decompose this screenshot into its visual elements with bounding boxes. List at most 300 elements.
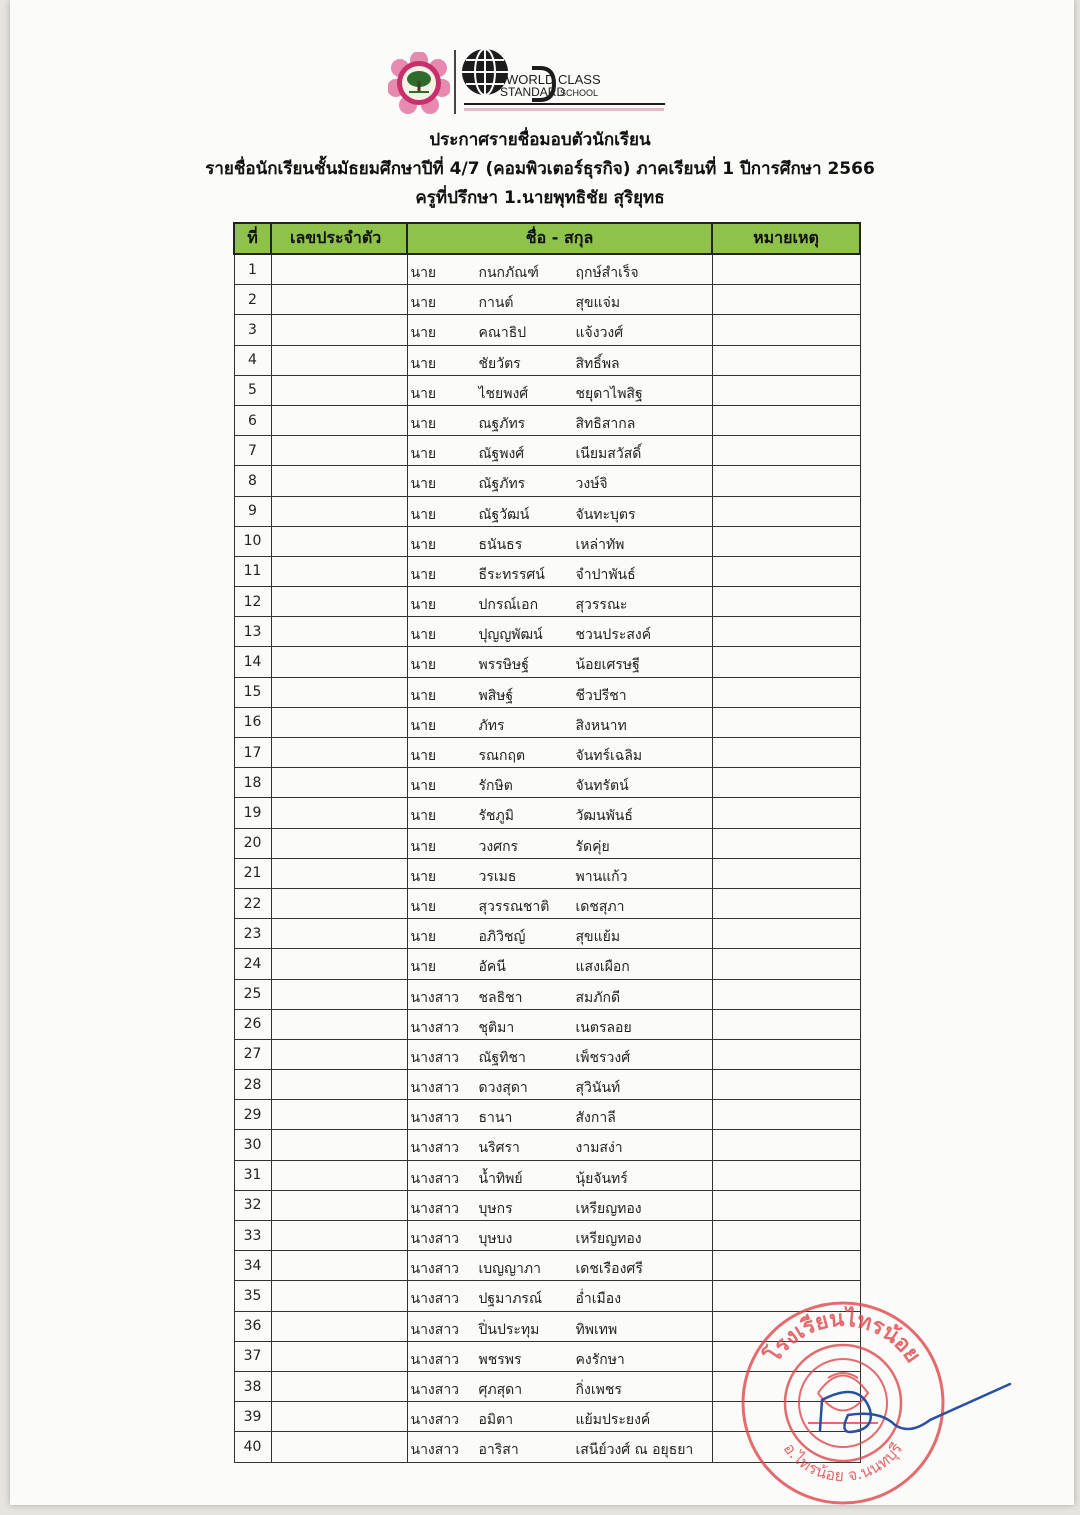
name-prefix: นาย	[410, 265, 437, 281]
row-number: 36	[234, 1311, 271, 1341]
row-number: 10	[234, 526, 271, 556]
table-row	[234, 1130, 860, 1160]
table-row	[234, 1190, 860, 1220]
name-prefix: นาย	[410, 325, 437, 342]
first-name: กานต์	[478, 295, 514, 312]
remarks-cell	[712, 1432, 860, 1462]
row-number: 12	[234, 587, 271, 617]
student-id-cell	[271, 858, 407, 888]
first-name: คณาธิป	[478, 325, 527, 342]
student-id-cell	[271, 1402, 407, 1432]
student-id-cell	[271, 496, 407, 526]
name-prefix: นาย	[410, 929, 437, 946]
table-row	[234, 1432, 860, 1462]
table-row	[234, 1039, 860, 1069]
student-name-cell	[407, 768, 712, 798]
remarks-cell	[712, 707, 860, 737]
student-name-cell	[407, 496, 712, 526]
remarks-cell	[712, 1070, 860, 1100]
student-id-cell	[271, 1341, 407, 1371]
student-name-cell	[407, 254, 712, 285]
last-name: เพ็ชรวงศ์	[575, 1049, 631, 1066]
last-name: จันทะบุตร	[575, 506, 636, 523]
name-prefix: นาย	[410, 566, 437, 583]
last-name: วัฒนพันธ์	[575, 808, 633, 825]
first-name: สุวรรณชาติ	[478, 898, 550, 915]
last-name: เดชสุภา	[575, 898, 625, 915]
advisor-line: ครูที่ปรึกษา 1.นายพุทธิชัย สุริยุทธ	[415, 188, 665, 208]
row-number: 4	[234, 345, 271, 375]
row-number: 7	[234, 436, 271, 466]
last-name: เดชเรืองศรี	[575, 1261, 643, 1278]
first-name: ณัฐพงศ์	[478, 446, 525, 463]
student-id-cell	[271, 828, 407, 858]
student-id-cell	[271, 617, 407, 647]
page-title: ประกาศรายชื่อมอบตัวนักเรียน	[429, 130, 651, 150]
student-id-cell	[271, 556, 407, 586]
logo-word-world: WORLD	[506, 72, 555, 87]
student-name-cell	[407, 949, 712, 979]
table-row	[234, 436, 860, 466]
row-number: 30	[234, 1130, 271, 1160]
table-row	[234, 1221, 860, 1251]
student-name-cell	[407, 858, 712, 888]
first-name: อัคนี	[478, 959, 506, 976]
row-number: 20	[234, 828, 271, 858]
remarks-cell	[712, 436, 860, 466]
student-id-cell	[271, 1311, 407, 1341]
name-prefix: นางสาว	[410, 1080, 460, 1097]
name-prefix: นางสาว	[410, 1110, 460, 1127]
name-prefix: นาย	[410, 476, 437, 493]
name-prefix: นาย	[410, 415, 437, 432]
student-name-cell	[407, 556, 712, 586]
remarks-cell	[712, 375, 860, 405]
name-prefix: นาย	[410, 778, 437, 795]
remarks-cell	[712, 617, 860, 647]
first-name: อมิตา	[478, 1412, 514, 1429]
student-name-cell	[407, 587, 712, 617]
first-name: ไชยพงศ์	[478, 385, 529, 402]
last-name: รัดคุ่ย	[575, 838, 610, 855]
last-name: ฤกษ์สำเร็จ	[575, 265, 639, 281]
remarks-cell	[712, 285, 860, 315]
student-name-cell	[407, 375, 712, 405]
student-name-cell	[407, 919, 712, 949]
first-name: วรเมธ	[478, 868, 517, 885]
first-name: ปฐมาภรณ์	[478, 1291, 542, 1308]
stamp-bottom-text: อ.ไทรน้อย จ.นนทบุรี	[779, 1439, 907, 1486]
name-prefix: นาย	[410, 868, 437, 885]
last-name: น้อยเศรษฐี	[575, 657, 640, 674]
last-name: แสงเผือก	[575, 959, 630, 976]
first-name: กนกภัณฑ์	[478, 265, 539, 281]
student-name-cell	[407, 888, 712, 918]
first-name: รักษิต	[478, 778, 513, 795]
student-name-cell	[407, 1039, 712, 1069]
name-prefix: นางสาว	[410, 1049, 460, 1066]
name-prefix: นาย	[410, 898, 437, 915]
student-id-cell	[271, 1039, 407, 1069]
first-name: ชุติมา	[478, 1019, 515, 1036]
table-row	[234, 1281, 860, 1311]
student-id-cell	[271, 285, 407, 315]
first-name: อภิวิชญ์	[478, 929, 526, 946]
school-emblem-icon	[388, 52, 450, 114]
remarks-cell	[712, 1251, 860, 1281]
name-prefix: นาย	[410, 838, 437, 855]
student-id-cell	[271, 1251, 407, 1281]
last-name: สุวินันท์	[575, 1080, 621, 1097]
row-number: 1	[234, 254, 271, 285]
remarks-cell	[712, 526, 860, 556]
row-number: 16	[234, 707, 271, 737]
name-prefix: นางสาว	[410, 1412, 460, 1429]
last-name: นุ้ยจันทร์	[575, 1170, 628, 1187]
last-name: งามสง่า	[575, 1140, 623, 1157]
table-row	[234, 979, 860, 1009]
first-name: พสิษฐ์	[478, 687, 514, 704]
student-id-cell	[271, 587, 407, 617]
stamp-top-text: โรงเรียนไทรน้อย	[760, 1306, 926, 1368]
remarks-cell	[712, 1341, 860, 1371]
remarks-cell	[712, 1039, 860, 1069]
student-name-cell	[407, 466, 712, 496]
table-header-row	[234, 223, 860, 254]
column-header-full-name: ชื่อ - สกุล	[407, 223, 712, 254]
remarks-cell	[712, 1009, 860, 1039]
student-name-cell	[407, 1251, 712, 1281]
first-name: วงศกร	[478, 838, 519, 855]
student-id-cell	[271, 738, 407, 768]
last-name: เหล่าทัพ	[575, 536, 625, 553]
first-name: ธนันธร	[478, 536, 523, 553]
name-prefix: นาย	[410, 717, 437, 734]
row-number: 22	[234, 888, 271, 918]
name-prefix: นาย	[410, 808, 437, 825]
last-name: เนตรลอย	[575, 1019, 632, 1036]
row-number: 17	[234, 738, 271, 768]
remarks-cell	[712, 888, 860, 918]
logo-word-school: SCHOOL	[560, 88, 599, 98]
table-row	[234, 617, 860, 647]
table-row	[234, 1402, 860, 1432]
first-name: อาริสา	[478, 1442, 519, 1459]
student-name-cell	[407, 798, 712, 828]
table-row	[234, 526, 860, 556]
first-name: เบญญาภา	[478, 1261, 541, 1278]
first-name: รัชภูมิ	[478, 808, 514, 825]
student-name-cell	[407, 828, 712, 858]
student-name-cell	[407, 647, 712, 677]
remarks-cell	[712, 647, 860, 677]
last-name: จันทรัตน์	[575, 778, 629, 795]
student-id-cell	[271, 979, 407, 1009]
student-id-cell	[271, 1160, 407, 1190]
first-name: ปกรณ์เอก	[478, 597, 539, 614]
remarks-cell	[712, 979, 860, 1009]
name-prefix: นาย	[410, 506, 437, 523]
student-name-cell	[407, 1070, 712, 1100]
student-name-cell	[407, 285, 712, 315]
row-number: 24	[234, 949, 271, 979]
table-row	[234, 1311, 860, 1341]
row-number: 27	[234, 1039, 271, 1069]
name-prefix: นาย	[410, 295, 437, 312]
remarks-cell	[712, 1160, 860, 1190]
last-name: เหรียญทอง	[575, 1200, 642, 1217]
name-prefix: นางสาว	[410, 1442, 460, 1459]
remarks-cell	[712, 768, 860, 798]
remarks-cell	[712, 677, 860, 707]
student-id-cell	[271, 1371, 407, 1401]
student-name-cell	[407, 1341, 712, 1371]
table-row	[234, 375, 860, 405]
first-name: ณัฐทิชา	[478, 1049, 526, 1066]
student-id-cell	[271, 1130, 407, 1160]
row-number: 40	[234, 1432, 271, 1462]
remarks-cell	[712, 1281, 860, 1311]
student-id-cell	[271, 436, 407, 466]
row-number: 37	[234, 1341, 271, 1371]
table-row	[234, 949, 860, 979]
row-number: 9	[234, 496, 271, 526]
row-number: 31	[234, 1160, 271, 1190]
row-number: 5	[234, 375, 271, 405]
name-prefix: นาย	[410, 959, 437, 976]
student-name-cell	[407, 1371, 712, 1401]
student-id-cell	[271, 1281, 407, 1311]
student-name-cell	[407, 315, 712, 345]
remarks-cell	[712, 1221, 860, 1251]
last-name: สิทธิสากล	[575, 415, 636, 432]
student-name-cell	[407, 1009, 712, 1039]
student-name-cell	[407, 979, 712, 1009]
name-prefix: นาย	[410, 657, 437, 674]
student-name-cell	[407, 1402, 712, 1432]
row-number: 33	[234, 1221, 271, 1251]
last-name: แย้มประยงค์	[575, 1412, 651, 1429]
last-name: จันทร์เฉลิม	[575, 748, 643, 764]
table-row	[234, 587, 860, 617]
first-name: นริศรา	[478, 1140, 520, 1157]
student-id-cell	[271, 375, 407, 405]
table-row	[234, 466, 860, 496]
row-number: 18	[234, 768, 271, 798]
name-prefix: นางสาว	[410, 1019, 460, 1036]
name-prefix: นางสาว	[410, 1351, 460, 1368]
student-name-cell	[407, 617, 712, 647]
name-prefix: นาย	[410, 748, 437, 764]
last-name: สุขแย้ม	[575, 929, 621, 946]
student-id-cell	[271, 919, 407, 949]
remarks-cell	[712, 405, 860, 435]
student-id-cell	[271, 1432, 407, 1462]
remarks-cell	[712, 345, 860, 375]
last-name: พานแก้ว	[575, 868, 628, 885]
name-prefix: นาย	[410, 385, 437, 402]
table-row	[234, 1009, 860, 1039]
student-id-cell	[271, 1100, 407, 1130]
row-number: 26	[234, 1009, 271, 1039]
first-name: ณัฐภัทร	[478, 476, 526, 493]
row-number: 38	[234, 1371, 271, 1401]
name-prefix: นางสาว	[410, 1200, 460, 1217]
name-prefix: นาย	[410, 536, 437, 553]
last-name: สมภักดี	[575, 989, 621, 1006]
row-number: 21	[234, 858, 271, 888]
table-row	[234, 738, 860, 768]
remarks-cell	[712, 1130, 860, 1160]
row-number: 32	[234, 1190, 271, 1220]
logo-word-class: CLASS	[558, 72, 601, 87]
last-name: วงษ์จิ	[575, 476, 608, 493]
logo-bar	[388, 46, 678, 122]
student-id-cell	[271, 647, 407, 677]
student-id-cell	[271, 798, 407, 828]
first-name: พรรษิษฐ์	[478, 657, 529, 674]
last-name: จำปาพันธ์	[575, 566, 636, 583]
student-name-cell	[407, 1221, 712, 1251]
table-row	[234, 345, 860, 375]
name-prefix: นาย	[410, 627, 437, 644]
student-roster-table	[233, 222, 861, 1463]
table-row	[234, 828, 860, 858]
student-id-cell	[271, 526, 407, 556]
last-name: ชยุดาไพสิฐ	[575, 385, 643, 402]
row-number: 14	[234, 647, 271, 677]
first-name: บุษกร	[478, 1200, 513, 1217]
remarks-cell	[712, 919, 860, 949]
remarks-cell	[712, 949, 860, 979]
last-name: เนียมสวัสดิ์	[575, 446, 642, 463]
first-name: ดวงสุดา	[478, 1080, 528, 1097]
student-name-cell	[407, 1281, 712, 1311]
first-name: ชัยวัตร	[478, 355, 521, 372]
column-header-remarks: หมายเหตุ	[712, 223, 860, 254]
row-number: 15	[234, 677, 271, 707]
table-row	[234, 496, 860, 526]
table-row	[234, 285, 860, 315]
first-name: ชลธิชา	[478, 989, 523, 1006]
name-prefix: นางสาว	[410, 989, 460, 1006]
last-name: สิงหนาท	[575, 717, 627, 734]
row-number: 35	[234, 1281, 271, 1311]
world-class-standard-school-logo	[460, 46, 680, 118]
remarks-cell	[712, 1371, 860, 1401]
name-prefix: นางสาว	[410, 1231, 460, 1247]
row-number: 23	[234, 919, 271, 949]
first-name: บุษบง	[478, 1231, 513, 1247]
student-id-cell	[271, 466, 407, 496]
table-row	[234, 405, 860, 435]
student-name-cell	[407, 526, 712, 556]
student-id-cell	[271, 315, 407, 345]
student-name-cell	[407, 738, 712, 768]
logo-divider	[454, 50, 456, 114]
table-row	[234, 1251, 860, 1281]
first-name: พชรพร	[478, 1351, 522, 1368]
last-name: อ่ำเมือง	[575, 1291, 622, 1308]
last-name: สุวรรณะ	[575, 597, 628, 614]
student-name-cell	[407, 1190, 712, 1220]
row-number: 34	[234, 1251, 271, 1281]
student-name-cell	[407, 1160, 712, 1190]
name-prefix: นางสาว	[410, 1321, 460, 1338]
page-subtitle: รายชื่อนักเรียนชั้นมัธยมศึกษาปีที่ 4/7 (คอมพิวเตอร์ธุรกิจ) ภาคเรียนที่ 1 ปีการศึกษา 2566	[205, 159, 875, 179]
roster-body	[234, 254, 860, 1462]
first-name: ภัทร	[478, 717, 505, 734]
remarks-cell	[712, 1100, 860, 1130]
last-name: กิ่งเพชร	[575, 1381, 622, 1398]
table-row	[234, 707, 860, 737]
student-id-cell	[271, 1009, 407, 1039]
table-row	[234, 1070, 860, 1100]
student-name-cell	[407, 1311, 712, 1341]
student-name-cell	[407, 405, 712, 435]
student-name-cell	[407, 436, 712, 466]
name-prefix: นาย	[410, 597, 437, 614]
row-number: 8	[234, 466, 271, 496]
table-row	[234, 858, 860, 888]
student-id-cell	[271, 254, 407, 285]
first-name: ศุภสุดา	[478, 1381, 523, 1398]
last-name: ชีวปรีชา	[575, 687, 627, 704]
remarks-cell	[712, 496, 860, 526]
name-prefix: นางสาว	[410, 1261, 460, 1278]
student-id-cell	[271, 1070, 407, 1100]
name-prefix: นางสาว	[410, 1291, 460, 1308]
row-number: 19	[234, 798, 271, 828]
row-number: 11	[234, 556, 271, 586]
first-name: ธีระทรรศน์	[478, 566, 545, 583]
remarks-cell	[712, 1402, 860, 1432]
table-row	[234, 919, 860, 949]
student-id-cell	[271, 768, 407, 798]
table-row	[234, 1371, 860, 1401]
table-row	[234, 556, 860, 586]
student-id-cell	[271, 345, 407, 375]
remarks-cell	[712, 466, 860, 496]
student-name-cell	[407, 707, 712, 737]
remarks-cell	[712, 556, 860, 586]
last-name: สุขแจ่ม	[575, 295, 621, 312]
first-name: ณฐภัทร	[478, 415, 526, 432]
remarks-cell	[712, 858, 860, 888]
remarks-cell	[712, 1190, 860, 1220]
last-name: ทิพเทพ	[575, 1321, 618, 1338]
student-name-cell	[407, 677, 712, 707]
last-name: ชวนประสงค์	[575, 627, 652, 644]
name-prefix: นาย	[410, 446, 437, 463]
last-name: สังกาลี	[575, 1110, 616, 1127]
student-name-cell	[407, 1432, 712, 1462]
student-id-cell	[271, 949, 407, 979]
name-prefix: นาย	[410, 687, 437, 704]
last-name: เหรียญทอง	[575, 1231, 642, 1247]
table-row	[234, 1160, 860, 1190]
remarks-cell	[712, 738, 860, 768]
row-number: 13	[234, 617, 271, 647]
name-prefix: นางสาว	[410, 1170, 460, 1187]
table-row	[234, 254, 860, 285]
remarks-cell	[712, 254, 860, 285]
first-name: ธานา	[478, 1110, 513, 1127]
student-name-cell	[407, 1100, 712, 1130]
first-name: ปิ่นประทุม	[478, 1321, 540, 1338]
column-header-student-id: เลขประจำตัว	[271, 223, 407, 254]
last-name: สิทธิ์พล	[575, 355, 620, 372]
